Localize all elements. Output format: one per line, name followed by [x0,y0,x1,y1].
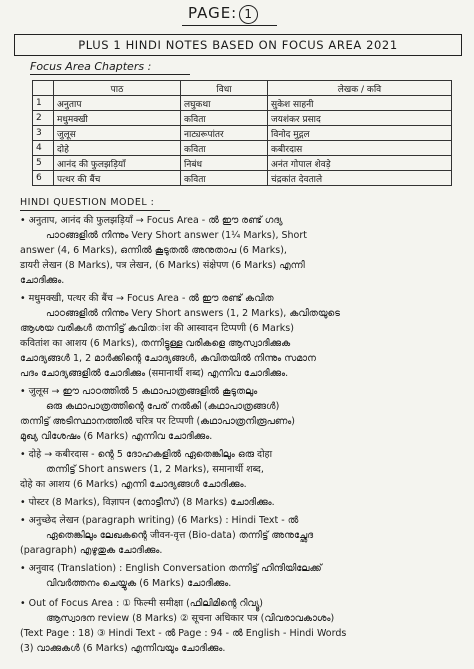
table-cell: 1 [33,96,54,111]
focus-area-underline [30,74,190,75]
note-line: • अनुवाद (Translation) : English Conversation തന്നിട്ട് ഹിന്ദിയിലേക്ക് [20,563,322,574]
table-cell: अनुताप [54,96,181,111]
question-model-underline [20,210,170,211]
question-model-heading: HINDI QUESTION MODEL : [20,197,155,208]
page-number-label: PAGE: 1 [188,4,258,24]
note-line: ആശയ വരികൾ തന്നിട്ട് കവിതांश की आस्वादन टिप्पणी (6 Marks) [20,323,294,334]
table-row [33,141,452,156]
table-cell: अनंत गोपाल शेवड़े [268,156,452,171]
focus-area-heading: Focus Area Chapters : [30,60,152,73]
note-line: പാഠങ്ങളിൽ നിന്നും Very Short answer (1¼ Marks), Short [46,230,307,241]
note-line: പാഠങ്ങളിൽ നിന്നും Very Short answers (1, 2 Marks), കവിതയുടെ [46,308,340,319]
table-cell: विनोद मुद्गल [268,126,452,141]
table-cell: नाट्यरूपांतर [181,126,268,141]
note-line: दोहे का आशय (6 Marks) എന്നി ചോദ്യങ്ങൾ ചോദിക്കും. [20,479,247,490]
table-header: विधा [181,81,268,96]
table-cell: दोहे [54,141,181,156]
table-cell: 3 [33,126,54,141]
table-cell: लघुकथा [181,96,268,111]
page-title: PLUS 1 HINDI NOTES BASED ON FOCUS AREA 2021 [14,34,462,56]
note-line: പദം ചോദ്യങ്ങളിൽ ചോദിക്കും (समानार्थी शब्द) എന്നിവ ചോദിക്കും. [20,368,289,379]
note-line: कवितांश का आशय (6 Marks), തന്നിട്ടുള്ള വരികളെ ആസ്വാദിക്കുക [20,338,291,349]
table-cell: मधुमक्खी [54,111,181,126]
table-cell: कबीरदास [268,141,452,156]
page-number-underline [182,25,277,26]
table-cell: कविता [181,141,268,156]
table-cell: आनंद की फुलझड़ियाँ [54,156,181,171]
note-line: • मधुमक्खी, पत्थर की बैंच → Focus Area - ൽ ഈ രണ്ട് കവിത [20,293,274,304]
chapters-table [32,80,452,186]
note-line: answer (4, 6 Marks), ഒന്നിൽ കൂടുതൽ അനുതാപ (6 Marks), [20,245,287,256]
note-line: डायरी लेखन (8 Marks), पत्र लेखन, (6 Marks) संक्षेपण (6 Marks) എന്നി [20,260,305,271]
note-line: (3) വാക്കുകൾ (6 Marks) എന്നിവയും ചോദിക്കും. [20,643,226,654]
note-line: (paragraph) എഴുതുക ചോദിക്കും. [20,545,163,556]
table-cell: 5 [33,156,54,171]
table-cell: कविता [181,111,268,126]
table-cell: 6 [33,171,54,186]
note-line: വിവർത്തനം ചെയ്യുക (6 Marks) ചോദിക്കും. [46,578,232,589]
note-line: ഏതെങ്കിലും ലേഖകന്റെ जीवन-वृत्त (Bio-data) തന്നിട്ട് അനുച്ഛേദ [46,530,314,541]
table-cell: सुकेश साहनी [268,96,452,111]
note-line: • पोस्टर (8 Marks), विज्ञापन (നോട്ടീസ്) (8 Marks) ചോദിക്കും. [20,497,275,508]
table-header: लेखक / कवि [268,81,452,96]
table-cell: 4 [33,141,54,156]
table-header-row [33,81,452,96]
table-cell: कविता [181,171,268,186]
note-line: തന്നിട്ട് അടിസ്ഥാനത്തിൽ चरित्र पर टिप्पणी (കഥാപാത്രനിരൂപണം) [20,416,295,427]
note-line: ആസ്വാദന review (8 Marks) ② सूचना अधिकार पत्र (വിവരാവകാശം) [46,613,335,624]
note-line: തന്നിട്ട് Short answers (1, 2 Marks), समानार्थी शब्द, [46,464,264,475]
table-row [33,96,452,111]
note-line: • अनुताप, आनंद की फुलझड़ियाँ → Focus Area - ൽ ഈ രണ്ട് ഗദ്യ [20,215,283,226]
note-line: • Out of Focus Area : ① फिल्मी समीक्षा (ഫിലിമിന്റെ റിവ്യൂ) [20,598,264,609]
note-line: മുഖ്യ വിശേഷം (6 Marks) എന്നിവ ചോദിക്കും. [20,431,213,442]
table-cell: निबंध [181,156,268,171]
table-row [33,111,452,126]
table-cell: जयशंकर प्रसाद [268,111,452,126]
note-line: (Text Page : 18) ③ Hindi Text - ൽ Page : 94 - ൽ English - Hindi Words [20,628,347,639]
page-number-circle: 1 [239,5,258,24]
table-cell: चंद्रकांत देवताले [268,171,452,186]
table-cell: पत्थर की बैंच [54,171,181,186]
table-header: पाठ [54,81,181,96]
note-line: ചോദ്യങ്ങൾ 1, 2 മാർക്കിന്റെ ചോദ്യങ്ങൾ, കവിതയിൽ നിന്നും സമാന [20,353,316,364]
table-cell: 2 [33,111,54,126]
table-row [33,126,452,141]
table-row [33,171,452,186]
note-line: • जुलूस → ഈ പാഠത്തിൽ 5 കഥാപാത്രങ്ങളിൽ കൂടുതലും [20,386,258,397]
note-line: ഒരു കഥാപാത്രത്തിന്റെ പേര് നൽകി (കഥാപാത്രങ്ങൾ) [46,401,280,412]
table-cell: जुलूस [54,126,181,141]
note-line: • दोहे → कबीरदास - ന്റെ 5 ദോഹകളിൽ ഏതെങ്കിലും ഒരു दोहा [20,449,273,460]
table-row [33,156,452,171]
table-header [33,81,54,96]
note-line: ചോദിക്കും. [20,275,65,286]
note-line: • अनुच्छेद लेखन (paragraph writing) (6 Marks) : Hindi Text - ൽ [20,515,299,526]
